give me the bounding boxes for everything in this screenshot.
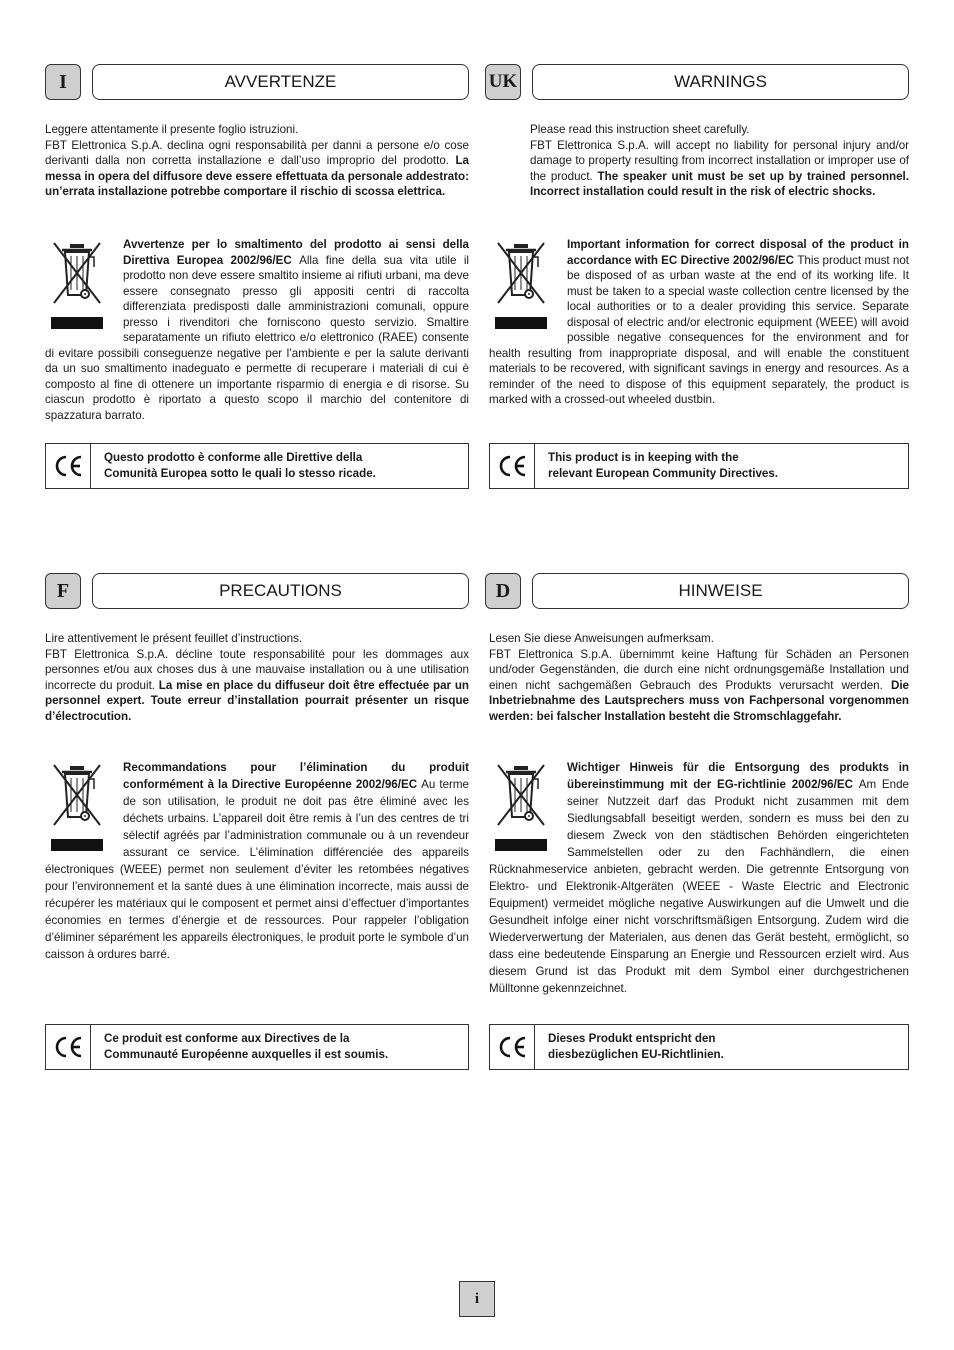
section-title: HINWEISE — [532, 573, 909, 609]
intro-first-line: Leggere attentamente il presente foglio istruzioni. — [45, 123, 299, 136]
ce-line-2: Comunità Europea sotto le quali lo stesso ricade. — [104, 466, 376, 480]
section-header — [45, 573, 469, 611]
disposal-heading: Important information for correct disposal of the product in accordance with EC Directive 2002/96/EC — [567, 238, 909, 267]
ce-mark-icon — [490, 444, 535, 488]
intro-warning: The speaker unit must be set up by trained personnel. Incorrect installation could result in the risk of electric shocks. — [530, 169, 910, 198]
intro-body: FBT Elettronica S.p.A. übernimmt keine Haftung für Schäden an Personen und/oder Gegenständen, die durch eine nicht ordnungsgemäße Installation und einen nicht sachgemäßen Gebrauch des Produkts verursacht werden. — [489, 647, 909, 692]
disposal-text: Au terme de son utilisation, le produit ne doit pas être éliminé avec les déchets urbains. L’appareil doit être remis à l’un des centres de tri sélectif agréés par l’administration communale ou à un revendeur assurant ce service. L’élimination différenciée des appareils électroniques (WEEE) permet non seulement d’éviter les retombées négatives pour l’environnement et la santé dues à une élimination incorrecte, mais aussi de récupérer les matériaux qui le composent et permet ainsi d’effectuer d’importantes économies en termes d’énergie et de ressources. Pour rappeler l’obligation d’éliminer séparément les appareils électroniques, le produit porte le symbole d’un caisson à ordures barré. — [45, 778, 469, 961]
intro-body: FBT Elettronica S.p.A. décline toute responsabilité pour les dommages aux personnes et/ou aux choses dus à une mauvaise installation ou à une utilisation incorrecte du produit. — [45, 647, 469, 692]
language-badge: UK — [485, 64, 521, 100]
section-title: AVVERTENZE — [92, 64, 469, 100]
intro-warning: Die Inbetriebnahme des Lautsprechers muss von Fachpersonal vorgenommen werden: bei falscher Installation besteht die Stromschlaggefahr. — [489, 678, 909, 723]
intro-first-line: Lire attentivement le présent feuillet d’instructions. — [45, 632, 303, 645]
intro-paragraph — [45, 631, 469, 724]
intro-body: FBT Elettronica S.p.A. declina ogni responsabilità per danni a persone e/o cose derivanti dalla non corretta installazione e dall’uso improprio del prodotto. — [45, 138, 469, 167]
intro-paragraph — [530, 122, 909, 200]
ce-line-2: diesbezüglichen EU-Richtlinien. — [548, 1047, 724, 1061]
section-english — [485, 64, 909, 489]
section-french — [45, 573, 469, 1073]
disposal-heading: Avvertenze per lo smaltimento del prodotto ai sensi della Direttiva Europea 2002/96/EC — [123, 238, 469, 267]
disposal-paragraph — [45, 759, 469, 963]
ce-line-2: relevant European Community Directives. — [548, 466, 779, 480]
intro-warning: La messa in opera del diffusore deve essere effettuata da personale addestrato: un’errata installazione potrebbe comportare il rischio di scossa elettrica. — [45, 154, 469, 198]
ce-statement — [104, 1031, 462, 1062]
crossed-out-wheeled-bin-icon — [45, 759, 119, 859]
section-italian — [45, 64, 469, 489]
ce-line-1: This product is in keeping with the — [548, 451, 739, 464]
language-badge: I — [45, 64, 81, 100]
section-header — [485, 573, 909, 611]
ce-mark-icon — [46, 444, 91, 488]
disposal-paragraph — [489, 237, 909, 408]
disposal-text: This product must not be disposed of as urban waste at the end of its working life. It must be taken to a special waste collection centre licensed by the local authorities or to a dealer providing this service. Separate disposal of electric and/or electronic equipment (WEEE) will avoid possible negative consequences for the environment and for health resulting from inappropriate disposal, and will enable the constituent materials to be recovered, with significant savings in energy and resources. As a reminder of the need to dispose of this equipment separately, the product is marked with a crossed-out wheeled dustbin. — [489, 253, 909, 406]
ce-statement — [104, 450, 462, 481]
crossed-out-wheeled-bin-icon — [45, 237, 119, 337]
ce-conformity-box — [489, 1024, 909, 1070]
ce-line-1: Ce produit est conforme aux Directives de la — [104, 1032, 350, 1045]
crossed-out-wheeled-bin-icon — [489, 759, 563, 859]
disposal-heading: Recommandations pour l’élimination du produit conformément à la Directive Européenne 2002/96/EC — [123, 761, 469, 791]
section-title: WARNINGS — [532, 64, 909, 100]
section-header — [485, 64, 909, 102]
ce-line-2: Communauté Européenne auxquelles il est soumis. — [104, 1047, 389, 1061]
language-badge: F — [45, 573, 81, 609]
ce-conformity-box — [45, 1024, 469, 1070]
disposal-paragraph — [489, 759, 909, 997]
intro-warning: La mise en place du diffuseur doit être effectuée par un personnel expert. Toute erreur d’installation pourrait présenter un risque d’électrocution. — [45, 678, 469, 723]
ce-conformity-box — [489, 443, 909, 489]
intro-first-line: Lesen Sie diese Anweisungen aufmerksam. — [489, 632, 714, 645]
page-number: i — [459, 1281, 495, 1317]
section-title: PRECAUTIONS — [92, 573, 469, 609]
ce-line-1: Dieses Produkt entspricht den — [548, 1032, 716, 1045]
ce-statement — [548, 450, 902, 481]
intro-body: FBT Elettronica S.p.A. will accept no liability for personal injury and/or damage to property resulting from incorrect installation or improper use of the product. — [530, 138, 909, 183]
disposal-heading: Wichtiger Hinweis für die Entsorgung des produkts in übereinstimmung mit der EG-richtlinie 2002/96/EC — [567, 761, 909, 791]
section-header — [45, 64, 469, 102]
intro-paragraph — [45, 122, 469, 200]
crossed-out-wheeled-bin-icon — [489, 237, 563, 337]
ce-mark-icon — [490, 1025, 535, 1069]
intro-paragraph — [489, 631, 909, 724]
disposal-text: Am Ende seiner Nutzzeit darf das Produkt nicht zusammen mit dem Siedlungsabfall beseitigt werden, sondern es muss bei den zu diesem Zweck von den städtischen Behörden eingerichteten Sammelstellen oder zu den Fachhändlern, die einen Rücknahmeservice anbieten, gebracht werden. Die getrennte Entsorgung von Elektro- und Elektronik-Altgeräten (WEEE - Waste Electric and Electronic Equipment) vermeidet mögliche negative Auswirkungen auf die Umwelt und die Gesundheit infolge einer nicht vorschriftsmäßigen Entsorgung. Zudem wird die Wiederverwertung der Materialen, aus denen das Gerät besteht, ermöglicht, so dass eine bedeutende Einsparung an Energie und Ressourcen erzielt wird. Aus diesem Grund ist das Produkt mit dem Symbol einer durchgestrichenen Mülltonne gekennzeichnet. — [489, 778, 909, 995]
intro-first-line: Please read this instruction sheet carefully. — [530, 123, 750, 136]
section-german — [485, 573, 909, 1073]
ce-conformity-box — [45, 443, 469, 489]
ce-statement — [548, 1031, 902, 1062]
disposal-text: Alla fine della sua vita utile il prodotto non deve essere smaltito insieme ai rifiuti urbani, ma deve essere consegnato presso gli appositi centri di raccolta differenziata predisposti dalle amministrazioni comunali, oppure presso i rivenditori che forniscono questo servizio. Smaltire separatamente un rifiuto elettrico e/o elettronico (RAEE) consente di evitare possibili conseguenze negative per l’ambiente e per la salute derivanti da un suo smaltimento inadeguato e permette di recuperare i materiali di cui è composto al fine di ottenere un importante risparmio di energia e di risorse. Su ciascun prodotto è riportato a questo scopo il marchio del contenitore di spazzatura barrato. — [45, 253, 469, 422]
ce-mark-icon — [46, 1025, 91, 1069]
ce-line-1: Questo prodotto è conforme alle Direttive della — [104, 451, 363, 464]
language-badge: D — [485, 573, 521, 609]
disposal-paragraph — [45, 237, 469, 423]
